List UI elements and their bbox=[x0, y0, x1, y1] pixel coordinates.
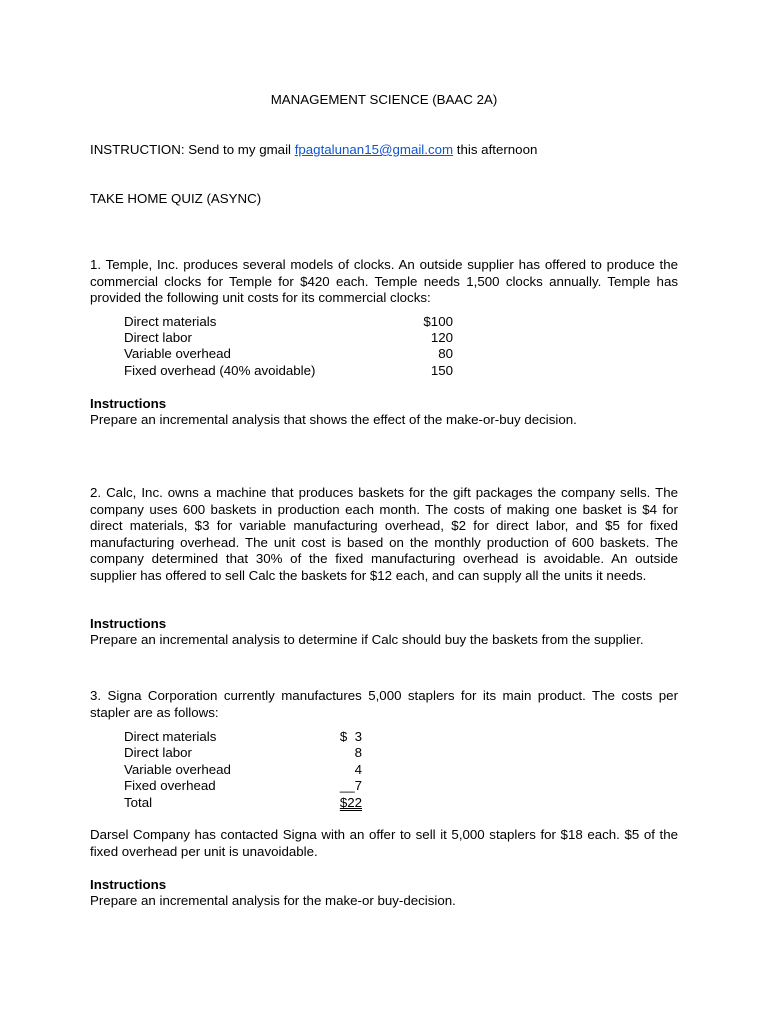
problem-3-instructions-text: Prepare an incremental analysis for the make-or buy-decision. bbox=[90, 893, 456, 908]
problem-2-instructions-text: Prepare an incremental analysis to determine if Calc should buy the baskets from the supplier. bbox=[90, 632, 644, 647]
cost-label: Direct labor bbox=[124, 330, 192, 345]
cost-value: 80 bbox=[438, 346, 453, 361]
cost-label: Variable overhead bbox=[124, 346, 231, 361]
cost-value: 150 bbox=[430, 363, 453, 378]
problem-1-text: 1. Temple, Inc. produces several models of clocks. An outside supplier has offered to produce the commercial clocks for Temple for $420 each. Temple needs 1,500 clocks annually. Temple has provided the following unit costs for its commercial clocks: bbox=[90, 257, 678, 305]
cost-label: Direct labor bbox=[124, 745, 192, 760]
cost-value: __7 bbox=[339, 778, 362, 793]
cost-value: $100 bbox=[423, 314, 453, 329]
problem-1-instructions-text: Prepare an incremental analysis that shows the effect of the make-or-buy decision. bbox=[90, 412, 577, 427]
cost-label: Variable overhead bbox=[124, 762, 231, 777]
cost-value: 4 bbox=[354, 762, 362, 777]
quiz-title: TAKE HOME QUIZ (ASYNC) bbox=[90, 191, 262, 206]
page-title: MANAGEMENT SCIENCE (BAAC 2A) bbox=[270, 92, 498, 107]
cost-value: 120 bbox=[430, 330, 453, 345]
problem-3-text: 3. Signa Corporation currently manufactures 5,000 staplers for its main product. The costs per stapler are as follows: bbox=[90, 688, 678, 720]
problem-3-followup-text: Darsel Company has contacted Signa with an offer to sell it 5,000 staplers for $18 each. $5 of the fixed overhead per unit is unavoidable. bbox=[90, 827, 678, 859]
instruction-prefix: INSTRUCTION: Send to my gmail bbox=[90, 142, 291, 157]
cost-value: $22 bbox=[339, 795, 362, 810]
cost-value: $ 3 bbox=[339, 729, 362, 744]
problem-2-instructions-heading: Instructions bbox=[90, 616, 167, 631]
problem-2-text: 2. Calc, Inc. owns a machine that produces baskets for the gift packages the company sells. The company uses 600 baskets in production each month. The costs of making one basket is $4 for direct materials, $3 for variable manufacturing overhead, $2 for direct labor, and $5 for fixed manufacturing overhead. The unit cost is based on the monthly production of 600 baskets. The company determined that 30% of the fixed manufacturing overhead is avoidable. An outside supplier has offered to sell Calc the baskets for $12 each, and can supply all the units it needs. bbox=[90, 485, 678, 583]
instruction-suffix: this afternoon bbox=[456, 142, 538, 157]
cost-value: 8 bbox=[354, 745, 362, 760]
cost-label: Direct materials bbox=[124, 314, 217, 329]
cost-label: Fixed overhead bbox=[124, 778, 216, 793]
instruction-email-link[interactable]: fpagtalunan15@gmail.com bbox=[294, 142, 454, 157]
problem-1-instructions-heading: Instructions bbox=[90, 396, 167, 411]
instruction-line bbox=[90, 142, 537, 159]
cost-label: Total bbox=[124, 795, 153, 810]
cost-label: Direct materials bbox=[124, 729, 217, 744]
cost-label: Fixed overhead (40% avoidable) bbox=[124, 363, 316, 378]
problem-3-instructions-heading: Instructions bbox=[90, 877, 167, 892]
